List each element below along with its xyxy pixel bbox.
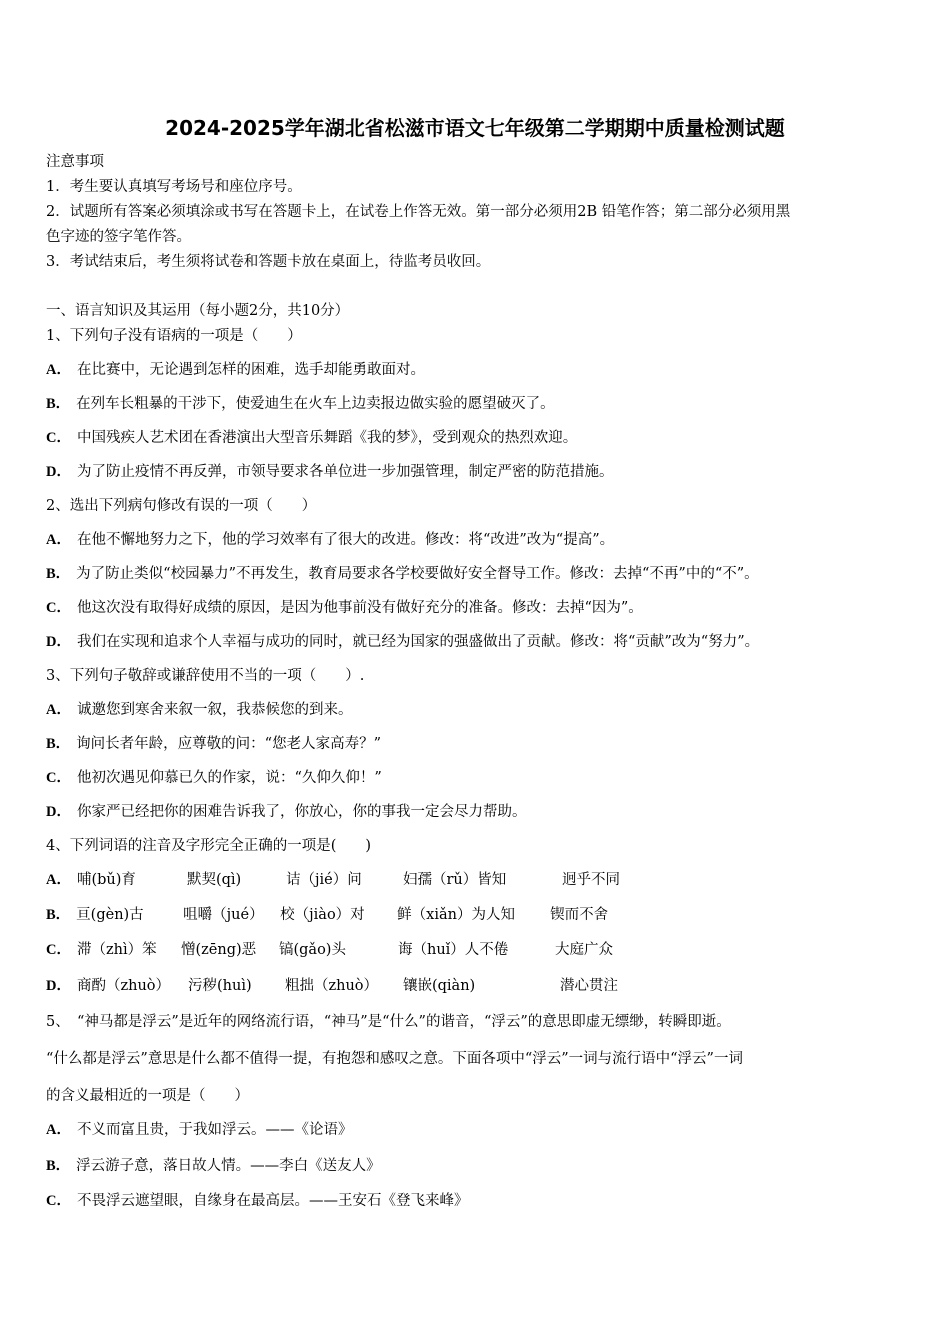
word-4: 妇孺（rǔ）皆知 xyxy=(402,872,507,888)
option-text: 他初次遇见仰慕已久的作家，说：“久仰久仰！” xyxy=(76,770,382,786)
word-5: 大庭广众 xyxy=(554,942,613,958)
word-1: 滞（zhì）笨 xyxy=(76,942,157,958)
notice-item-2: 2．试题所有答案必须填涂或书写在答题卡上，在试卷上作答无效。第一部分必须用2B 铅笔作答；第二部分必须用黑 xyxy=(46,204,791,220)
q4-option-d xyxy=(46,976,618,996)
word-2: 污秽(huì) xyxy=(187,978,252,994)
word-3: 校（jiào）对 xyxy=(280,907,365,923)
q1-option-c xyxy=(46,428,577,448)
notice-item-2-cont: 色字迹的签字笔作答。 xyxy=(46,229,191,245)
option-text: 不义而富且贵，于我如浮云。——《论语》 xyxy=(76,1122,353,1138)
section-heading: 一、语言知识及其运用（每小题2分，共10分） xyxy=(46,303,350,319)
option-letter: C． xyxy=(46,600,71,616)
option-letter: D． xyxy=(46,804,71,820)
option-letter: B． xyxy=(46,396,71,412)
q3-option-d xyxy=(46,802,526,822)
option-letter: D． xyxy=(46,978,71,994)
option-letter: A． xyxy=(46,532,71,548)
q1-option-a xyxy=(46,360,425,380)
option-text: 诚邀您到寒舍来叙一叙，我恭候您的到来。 xyxy=(76,702,353,718)
q1-option-d xyxy=(46,462,613,482)
word-5: 潜心贯注 xyxy=(559,978,618,994)
option-letter: B． xyxy=(46,907,71,923)
q1-stem: 1、下列句子没有语病的一项是（ ） xyxy=(46,328,302,344)
q3-option-b xyxy=(46,734,381,754)
q4-option-a xyxy=(46,870,620,890)
q5-stem-line-3: 的含义最相近的一项是（ ） xyxy=(46,1088,249,1104)
q2-option-c xyxy=(46,598,643,618)
q2-option-a xyxy=(46,530,614,550)
q4-option-b xyxy=(46,905,608,925)
option-text: 中国残疾人艺术团在香港演出大型音乐舞蹈《我的梦》，受到观众的热烈欢迎。 xyxy=(76,430,578,446)
q3-stem: 3、下列句子敬辞或谦辞使用不当的一项（ ）. xyxy=(46,668,365,684)
option-letter: C． xyxy=(46,942,71,958)
option-text: 为了防止疫情不再反弹，市领导要求各单位进一步加强管理，制定严密的防范措施。 xyxy=(76,464,614,480)
word-4: 诲（huǐ）人不倦 xyxy=(397,942,509,958)
option-letter: B． xyxy=(46,736,71,752)
q1-option-b xyxy=(46,394,555,414)
q4-stem: 4、下列词语的注音及字形完全正确的一项是( ) xyxy=(46,838,372,854)
option-text: 在列车长粗暴的干涉下，使爱迪生在火车上边卖报边做实验的愿望破灭了。 xyxy=(76,396,555,412)
option-letter: A． xyxy=(46,362,71,378)
option-text: 询问长者年龄，应尊敬的问：“您老人家高寿？” xyxy=(76,736,381,752)
q5-stem-line-2: “什么都是浮云”意思是什么都不值得一提，有抱怨和感叹之意。下面各项中“浮云”一词与流行语中“浮云”一词 xyxy=(46,1051,743,1067)
word-2: 咀嚼（jué） xyxy=(183,907,264,923)
option-letter: A． xyxy=(46,702,71,718)
q5-stem-line-1: 5、 “神马都是浮云”是近年的网络流行语，“神马”是“什么”的谐音，“浮云”的意思即虚无缥缈，转瞬即逝。 xyxy=(46,1014,731,1030)
q5-option-b xyxy=(46,1156,381,1176)
notice-item-3: 3．考试结束后，考生须将试卷和答题卡放在桌面上，待监考员收回。 xyxy=(46,254,491,270)
word-1: 哺(bǔ)育 xyxy=(76,872,136,888)
option-text: 在比赛中，无论遇到怎样的困难，选手却能勇敢面对。 xyxy=(76,362,425,378)
word-4: 鲜（xiǎn）为人知 xyxy=(397,907,515,923)
option-text: 你家严已经把你的困难告诉我了，你放心，你的事我一定会尽力帮助。 xyxy=(76,804,527,820)
q3-option-a xyxy=(46,700,352,720)
notice-item-1: 1．考生要认真填写考场号和座位序号。 xyxy=(46,179,302,195)
option-text: 为了防止类似“校园暴力”不再发生，教育局要求各学校要做好安全督导工作。修改：去掉“不再”中的“不”。 xyxy=(76,566,759,582)
q3-option-c xyxy=(46,768,382,788)
q4-option-c xyxy=(46,940,613,960)
word-4: 镶嵌(qiàn) xyxy=(402,978,476,994)
notice-heading: 注意事项 xyxy=(46,154,104,170)
word-5: 锲而不舍 xyxy=(550,907,609,923)
option-text: 我们在实现和追求个人幸福与成功的同时，就已经为国家的强盛做出了贡献。修改：将“贡献”改为“努力”。 xyxy=(76,634,760,650)
word-3: 镐(gǎo)头 xyxy=(278,942,346,958)
word-5: 迥乎不同 xyxy=(561,872,620,888)
option-text: 在他不懈地努力之下，他的学习效率有了很大的改进。修改：将“改进”改为“提高”。 xyxy=(76,532,615,548)
word-3: 粗拙（zhuò） xyxy=(284,978,379,994)
q2-stem: 2、选出下列病句修改有误的一项（ ） xyxy=(46,498,317,514)
option-text: 他这次没有取得好成绩的原因，是因为他事前没有做好充分的准备。修改：去掉“因为”。 xyxy=(76,600,643,616)
word-2: 默契(qì) xyxy=(186,872,242,888)
option-text: 不畏浮云遮望眼，自缘身在最高层。——王安石《登飞来峰》 xyxy=(76,1193,469,1209)
q5-option-a xyxy=(46,1120,352,1140)
q2-option-d xyxy=(46,632,759,652)
word-3: 诘（jié）问 xyxy=(285,872,362,888)
option-letter: B． xyxy=(46,1158,71,1174)
option-letter: A． xyxy=(46,872,71,888)
q5-option-c xyxy=(46,1191,468,1211)
option-letter: C． xyxy=(46,770,71,786)
option-letter: B． xyxy=(46,566,71,582)
option-text: 浮云游子意，落日故人情。——李白《送友人》 xyxy=(76,1158,381,1174)
word-2: 憎(zēng)恶 xyxy=(180,942,257,958)
option-letter: C． xyxy=(46,430,71,446)
q2-option-b xyxy=(46,564,759,584)
page-title: 2024-2025学年湖北省松滋市语文七年级第二学期期中质量检测试题 xyxy=(165,116,785,140)
word-1: 商酌（zhuò） xyxy=(76,978,171,994)
word-1: 亘(gèn)古 xyxy=(76,907,144,923)
option-letter: D． xyxy=(46,634,71,650)
option-letter: D． xyxy=(46,464,71,480)
option-letter: C． xyxy=(46,1193,71,1209)
option-letter: A． xyxy=(46,1122,71,1138)
